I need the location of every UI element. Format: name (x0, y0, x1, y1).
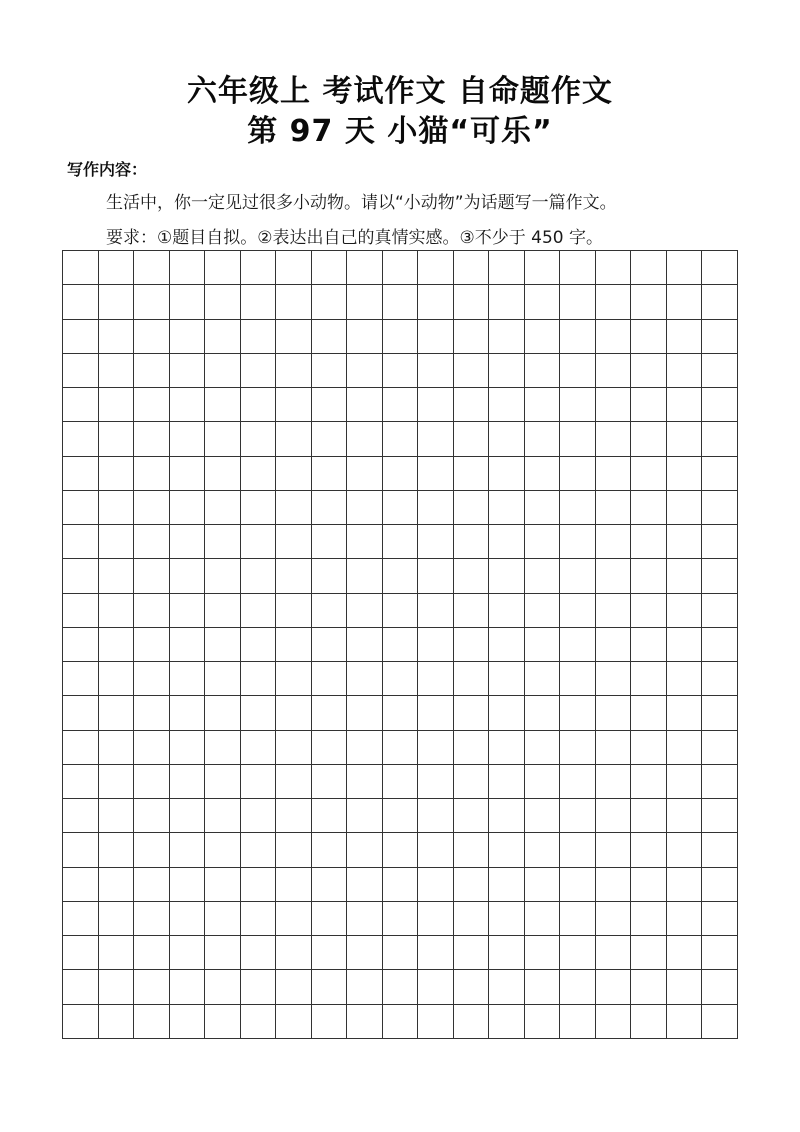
prompt-text: 生活中，你一定见过很多小动物。请以“小动物”为话题写一篇作文。 (106, 193, 617, 213)
page-title: 六年级上 考试作文 自命题作文 (187, 74, 613, 109)
section-label: 写作内容： (67, 160, 148, 179)
writing-grid[interactable] (62, 250, 738, 1039)
page-subtitle: 第 97 天 小猫“可乐” (247, 114, 553, 149)
writing-grid-lines (62, 250, 738, 1039)
requirements-text: 要求：①题目自拟。②表达出自己的真情实感。③不少于 450 字。 (106, 228, 603, 248)
